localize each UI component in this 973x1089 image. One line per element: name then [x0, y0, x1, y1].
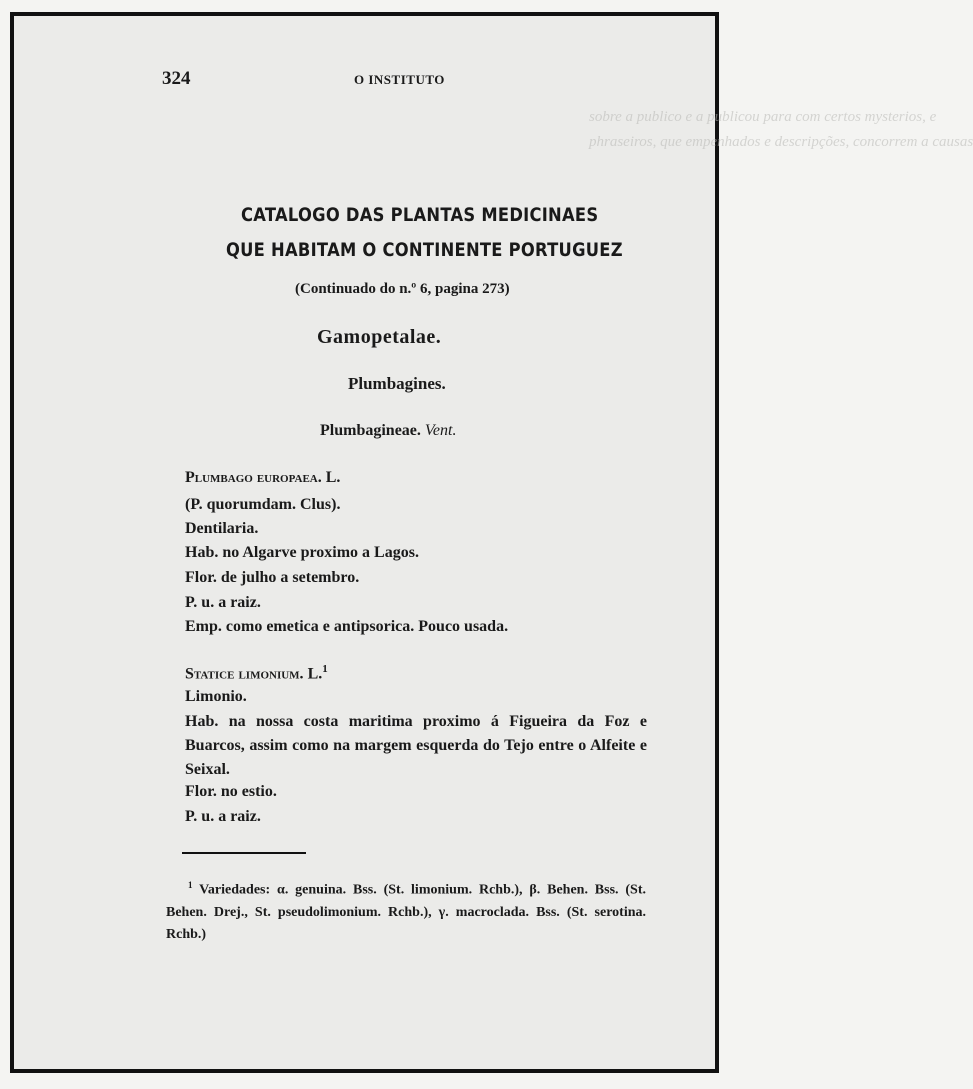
entry2-flowering: Flor. no estio. — [185, 783, 277, 800]
entry1-name-line — [185, 469, 340, 487]
entry2-part: P. u. a raiz. — [185, 808, 261, 825]
entry1-name: Plumbago europaea. — [185, 469, 322, 486]
entry2-name: Statice limonium. — [185, 665, 304, 683]
entry1-use: Emp. como emetica e antipsorica. Pouco usada. — [185, 618, 509, 635]
subfamily-author: Vent. — [424, 422, 457, 439]
bleed-through: phraseiros, que empenhados e descripções, concorrem a causas — [589, 134, 973, 150]
footnote-text: Variedades: α. genuina. Bss. (St. limonium. Rchb.), β. Behen. Bss. (St. Behen. Drej., St. pseudolimonium. Rchb.), γ. macroclada. Bss. (St. serotina. Rchb.) — [166, 882, 647, 942]
entry1-author: L. — [325, 469, 341, 486]
entry2-note-mark: 1 — [322, 663, 328, 675]
page — [10, 12, 973, 1073]
footnote-mark: 1 — [188, 880, 193, 890]
entry1-part: P. u. a raiz. — [185, 594, 261, 611]
division-heading: Gamopetalae. — [317, 326, 442, 348]
running-title: O INSTITUTO — [354, 72, 445, 87]
entry2-name-line — [185, 663, 328, 683]
entry1-habitat: Hab. no Algarve proximo a Lagos. — [185, 544, 419, 561]
entry2-author: L. — [307, 665, 323, 683]
title-line-2: QUE HABITAM O CONTINENTE PORTUGUEZ — [226, 239, 623, 261]
family-heading: Plumbagines. — [348, 374, 446, 393]
footnote-rule — [182, 852, 306, 854]
footnote — [166, 874, 646, 946]
title-line-1: CATALOGO DAS PLANTAS MEDICINAES — [241, 204, 599, 226]
subfamily-name: Plumbagineae. — [320, 422, 421, 439]
entry2-common: Limonio. — [185, 688, 247, 705]
subfamily-heading — [320, 422, 456, 440]
page-number: 324 — [162, 68, 191, 89]
entry2-habitat: Hab. na nossa costa maritima proximo á Figueira da Foz e Buarcos, assim como na margem esquerda do Tejo entre o Alfeite e Seixal. — [185, 713, 647, 778]
bleed-through: sobre a publico e a publicou para com certos mysterios, e — [589, 109, 937, 125]
entry1-common: Dentilaria. — [185, 520, 259, 537]
continuation-note: (Continuado do n.º 6, pagina 273) — [295, 281, 510, 297]
entry1-synonym: (P. quorumdam. Clus). — [185, 496, 341, 513]
entry1-flowering: Flor. de julho a setembro. — [185, 569, 360, 586]
